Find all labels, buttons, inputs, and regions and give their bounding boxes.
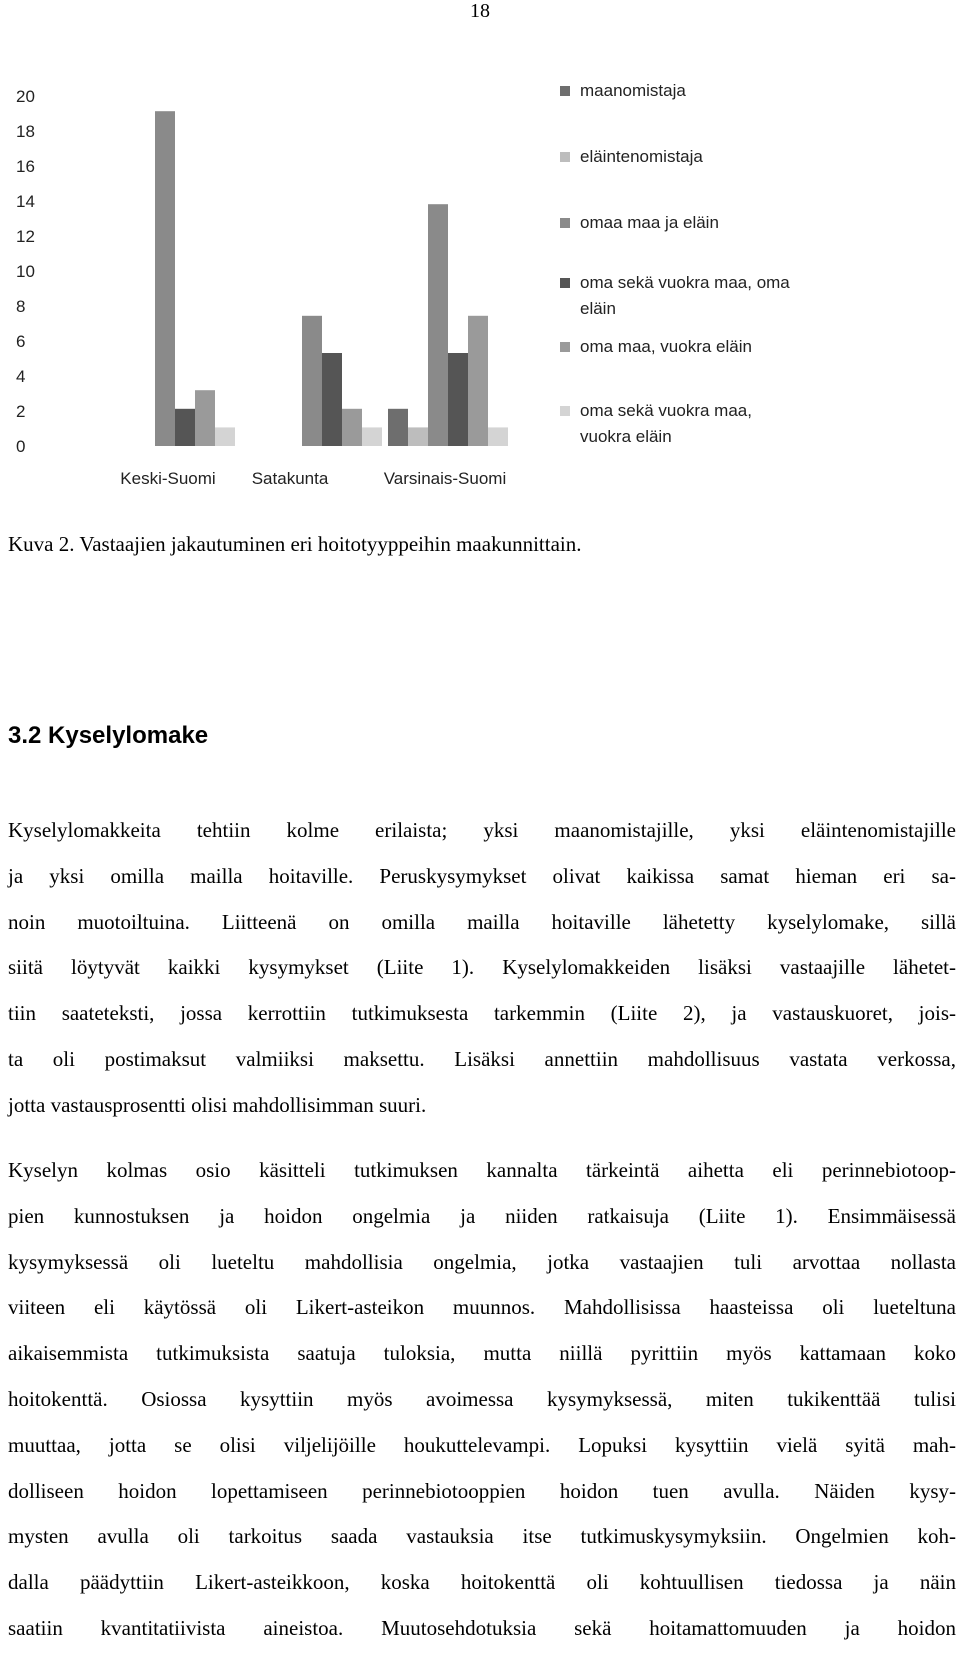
text-line: ta oli postimaksut valmiiksi maksettu. Lisäksi annettiin mahdollisuus vastata verkossa,: [8, 1046, 956, 1071]
bar: [408, 427, 428, 446]
y-tick-label: 18: [16, 122, 35, 141]
text-line: Kyselyn kolmas osio käsitteli tutkimuksen kannalta tärkeintä aihetta eli perinnebiotoop-: [8, 1158, 956, 1182]
legend-label: eläintenomistaja: [580, 147, 703, 166]
body-paragraph-2: [8, 1148, 956, 1652]
x-tick-label: Keski-Suomi: [120, 469, 216, 488]
legend-swatch: [560, 406, 570, 416]
text-line: ja yksi omilla mailla hoitaville. Peruskysymykset olivat kaikissa samat hieman eri sa-: [8, 863, 956, 888]
text-line: muuttaa, jotta se olisi viljelijöille houkuttelevampi. Lopuksi kysyttiin vielä syitä mah-: [8, 1432, 956, 1457]
legend-item: [560, 144, 860, 170]
legend-label: oma maa, vuokra eläin: [580, 337, 752, 356]
text-line: pien kunnostuksen ja hoidon ongelmia ja niiden ratkaisuja (Liite 1). Ensimmäisessä: [8, 1203, 956, 1228]
figure-caption: Kuva 2. Vastaajien jakautuminen eri hoitotyyppeihin maakunnittain.: [8, 532, 582, 556]
bar: [195, 390, 215, 446]
text-line: tiin saateteksti, jossa kerrottiin tutkimuksesta tarkemmin (Liite 2), ja vastauskuoret, jois-: [8, 1001, 956, 1026]
legend-label: oma sekä vuokra maa, oma: [580, 273, 790, 292]
legend-swatch: [560, 152, 570, 162]
text-line: jotta vastausprosentti olisi mahdollisimman suuri.: [8, 1092, 427, 1117]
text-line: kysymyksessä oli lueteltu mahdollisia ongelmia, jotka vastaajien tuli arvottaa nollasta: [8, 1249, 956, 1274]
bar: [388, 409, 408, 446]
legend-label: omaa maa ja eläin: [580, 213, 719, 232]
y-tick-label: 4: [16, 367, 26, 386]
bar: [448, 353, 468, 446]
bar: [342, 409, 362, 446]
bar-chart: [0, 48, 540, 498]
legend-item: [560, 398, 860, 450]
text-line: mysten avulla oli tarkoitus saada vastauksia itse tutkimuskysymyksiin. Ongelmien koh-: [8, 1524, 956, 1549]
y-tick-label: 6: [16, 332, 26, 351]
x-tick-label: Varsinais-Suomi: [383, 469, 507, 488]
legend-swatch: [560, 218, 570, 228]
body-paragraph-1: [8, 808, 956, 1129]
bar: [468, 316, 488, 446]
text-line: hoitokenttä. Osiossa kysyttiin myös avoimessa kysymyksessä, miten tukikenttää tulisi: [8, 1386, 956, 1411]
bar: [322, 353, 342, 446]
y-tick-label: 12: [16, 227, 35, 246]
section-heading: 3.2 Kyselylomake: [8, 722, 209, 749]
text-line: aikaisemmista tutkimuksista saatuja tuloksia, mutta niillä pyrittiin myös kattamaan koko: [8, 1341, 956, 1366]
text-line: dolliseen hoidon lopettamiseen perinnebiotooppien hoidon tuen avulla. Näiden kysy-: [8, 1478, 956, 1503]
bar: [428, 204, 448, 446]
text-line: viiteen eli käytössä oli Likert-asteikon muunnos. Mahdollisissa haasteissa oli lueteltuna: [8, 1295, 956, 1320]
text-line: noin muotoiltuina. Liitteenä on omilla mailla hoitaville lähetetty kyselylomake, sillä: [8, 909, 956, 934]
legend-label: eläin: [580, 299, 616, 318]
bar: [302, 316, 322, 446]
legend-item: [560, 210, 860, 236]
page-number: 18: [470, 0, 490, 22]
text-line: Kyselylomakkeita tehtiin kolme erilaista; yksi maanomistajille, yksi eläintenomistajille: [8, 818, 956, 842]
bar: [175, 409, 195, 446]
x-axis-labels: [120, 469, 506, 488]
y-tick-label: 8: [16, 297, 26, 316]
legend-swatch: [560, 342, 570, 352]
legend-item: [560, 270, 860, 322]
y-tick-label: 10: [16, 262, 35, 281]
text-line: siitä löytyvät kaikki kysymykset (Liite 1). Kyselylomakkeiden lisäksi vastaajille lähetet-: [8, 955, 956, 980]
legend-label: oma sekä vuokra maa,: [580, 401, 752, 420]
bar-series: [155, 111, 508, 446]
bar: [488, 427, 508, 446]
y-tick-label: 16: [16, 157, 35, 176]
legend-swatch: [560, 278, 570, 288]
bar: [215, 427, 235, 446]
legend-label: vuokra eläin: [580, 427, 672, 446]
bar: [362, 427, 382, 446]
legend-item: [560, 78, 860, 104]
text-line: saatiin kvantitatiivista aineistoa. Muutosehdotuksia sekä hoitamattomuuden ja hoidon: [8, 1615, 956, 1640]
y-axis-ticks: [16, 87, 35, 456]
bar: [155, 111, 175, 446]
legend-label: maanomistaja: [580, 81, 686, 100]
x-tick-label: Satakunta: [251, 469, 329, 488]
legend-item: [560, 334, 860, 360]
y-tick-label: 0: [16, 437, 26, 456]
y-tick-label: 20: [16, 87, 35, 106]
legend-swatch: [560, 86, 570, 96]
y-tick-label: 14: [16, 192, 35, 211]
y-tick-label: 2: [16, 402, 26, 421]
text-line: dalla päädyttiin Likert-asteikkoon, koska hoitokenttä oli kohtuullisen tiedossa ja näin: [8, 1570, 956, 1595]
